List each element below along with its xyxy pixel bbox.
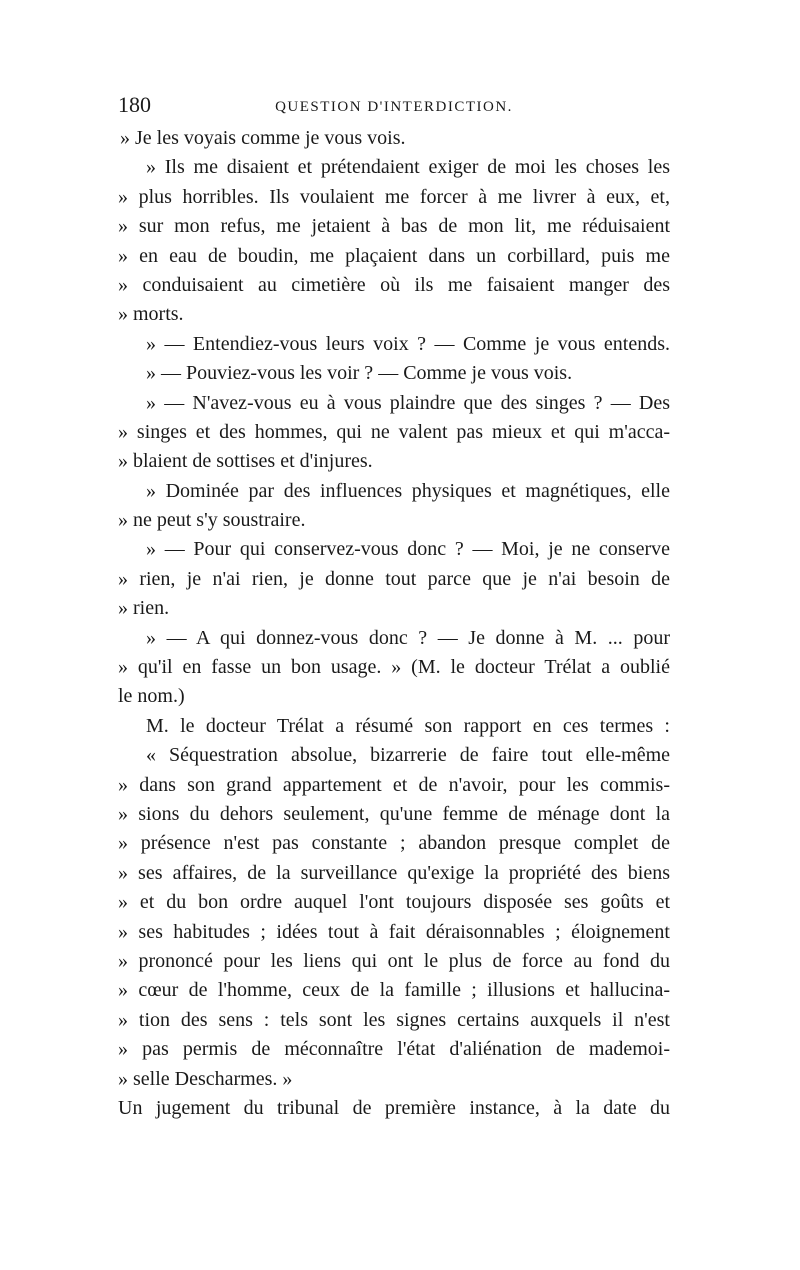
body-text [118,124,670,1123]
text-line: » sur mon refus, me jetaient à bas de mon lit, me réduisaient [118,215,670,238]
text-line: » conduisaient au cimetière où ils me faisaient manger des [118,273,670,296]
text-line: » dans son grand appartement et de n'avoir, pour les commis- [118,773,670,796]
text-line: » tion des sens : tels sont les signes certains auxquels il n'est [118,1008,670,1031]
text-line: M. le docteur Trélat a résumé son rapport en ces termes : [146,714,670,737]
text-line: » — Entendiez-vous leurs voix ? — Comme je vous entends. [146,332,670,355]
text-line: » présence n'est pas constante ; abandon presque complet de [118,832,670,855]
text-line: » Dominée par des influences physiques et magnétiques, elle [146,479,670,502]
text-line: » — Pouviez-vous les voir ? — Comme je vous vois. [146,362,573,385]
page-number: 180 [118,92,151,117]
text-line: » ses affaires, de la surveillance qu'exige la propriété des biens [118,861,670,884]
text-line: » prononcé pour les liens qui ont le plus de force au fond du [118,949,670,972]
text-line: le nom.) [118,685,185,708]
text-line: » cœur de l'homme, ceux de la famille ; illusions et hallucina- [118,979,670,1002]
text-line: » Ils me disaient et prétendaient exiger de moi les choses les [146,156,670,179]
text-line: Un jugement du tribunal de première instance, à la date du [118,1096,670,1119]
text-line: » ne peut s'y soustraire. [118,509,306,532]
text-line: » rien, je n'ai rien, je donne tout parce que je n'ai besoin de [118,567,670,590]
text-line: » en eau de boudin, me plaçaient dans un corbillard, puis me [118,244,670,267]
text-line: » pas permis de méconnaître l'état d'aliénation de mademoi- [118,1038,670,1061]
text-line: » singes et des hommes, qui ne valent pas mieux et qui m'acca- [118,420,670,443]
text-line: » blaient de sottises et d'injures. [118,450,373,473]
page-header [118,90,670,120]
running-title: QUESTION D'INTERDICTION. [275,99,513,115]
text-line: » qu'il en fasse un bon usage. » (M. le docteur Trélat a oublié [118,656,670,679]
text-line: » — N'avez-vous eu à vous plaindre que des singes ? — Des [146,391,670,414]
text-line: » selle Descharmes. » [118,1067,293,1090]
text-line: » et du bon ordre auquel l'ont toujours disposée ses goûts et [118,891,670,914]
text-line: » plus horribles. Ils voulaient me forcer à me livrer à eux, et, [118,185,670,208]
text-line: » ses habitudes ; idées tout à fait déraisonnables ; éloignement [118,920,670,943]
text-line: » Je les voyais comme je vous vois. [120,127,406,149]
text-line: » — A qui donnez-vous donc ? — Je donne à M. ... pour [146,626,670,649]
text-line: » rien. [118,597,170,620]
text-line: « Séquestration absolue, bizarrerie de faire tout elle-même [146,744,670,767]
text-line: » sions du dehors seulement, qu'une femme de ménage dont la [118,802,670,825]
text-line: » morts. [118,303,184,326]
text-line: » — Pour qui conservez-vous donc ? — Moi, je ne conserve [146,538,670,561]
